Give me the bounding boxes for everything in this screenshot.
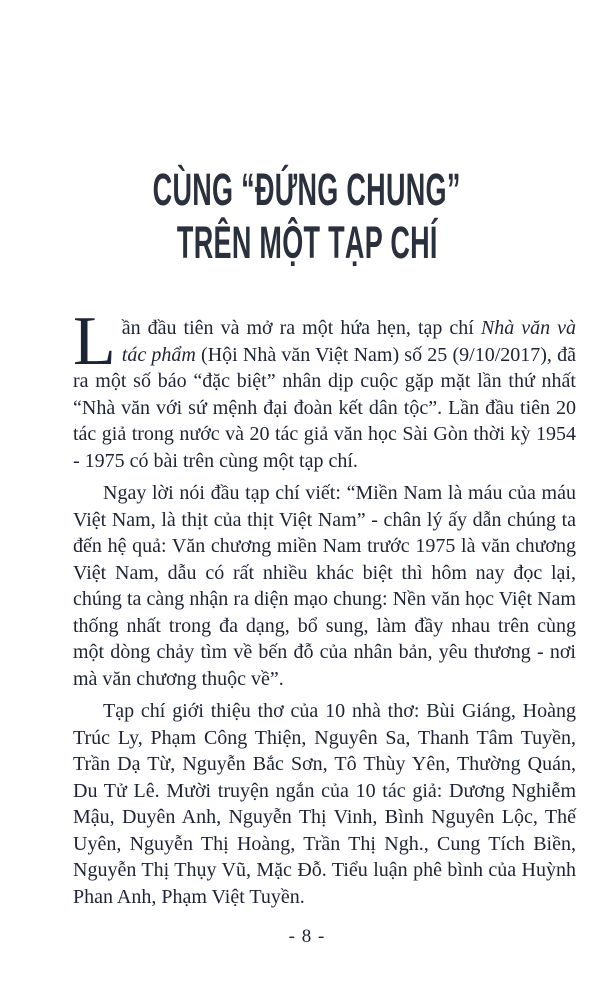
body-text — [0, 303, 614, 910]
page-number: - 8 - — [288, 926, 326, 947]
drop-cap: L — [73, 303, 116, 380]
chapter-title-line-1-text: CÙNG “ĐỨNG CHUNG” — [152, 164, 461, 215]
journal-title-italic: Nhà văn và tác phẩm — [121, 317, 576, 366]
chapter-title — [0, 163, 614, 269]
chapter-title-line-2 — [0, 216, 614, 269]
paragraph-3: Tạp chí giới thiệu thơ của 10 nhà thơ: Bùi Giáng, Hoàng Trúc Ly, Phạm Công Thiện, Nguyên Sa, Thanh Tâm Tuyền, Trần Dạ Từ, Nguyễn Bắc Sơn, Tô Thùy Yên, Thường Quán, Du Tử Lê. Mười truyện ngắn của 10 tác giả: Dương Nghiễm Mậu, Duyên Anh, Nguyễn Thị Vinh, Bình Nguyên Lộc, Thế Uyên, Nguyễn Thị Hoàng, Trần Thị Ngh., Cung Tích Biền, Nguyễn Thị Thụy Vũ, Mặc Đỗ. Tiểu luận phê bình của Huỳnh Phan Anh, Phạm Việt Tuyền. — [73, 700, 576, 908]
chapter-title-line-1 — [0, 163, 614, 216]
paragraph-2: Ngay lời nói đầu tạp chí viết: “Miền Nam là máu của máu Việt Nam, là thịt của thịt Việt Nam” - chân lý ấy dẫn chúng ta đến hệ quả: Văn chương miền Nam trước 1975 là văn chương Việt Nam, dẫu có rất nhiều khác biệt thì hôm nay đọc lại, chúng ta càng nhận ra diện mạo chung: Nền văn học Việt Nam thống nhất trong đa dạng, bổ sung, làm đầy nhau trên cùng một dòng chảy tìm về bến đỗ của nhân bản, yêu thương - nơi mà văn chương thuộc về”. — [73, 482, 576, 690]
paragraph-1-lead: ần đầu tiên và mở ra một hứa hẹn, tạp chí — [121, 317, 481, 339]
paragraph-1-rest: (Hội Nhà văn Việt Nam) số 25 (9/10/2017), đã ra một số báo “đặc biệt” nhân dịp cuộc gặp mặt lần thứ nhất “Nhà văn với sứ mệnh đại đoàn kết dân tộc”. Lần đầu tiên 20 tác giả trong nước và 20 tác giả văn học Sài Gòn thời kỳ 1954 - 1975 có bài trên cùng một tạp chí. — [73, 343, 576, 472]
chapter-title-line-2-text: TRÊN MỘT TẠP CHÍ — [176, 217, 438, 268]
paragraph-1 — [73, 303, 576, 474]
